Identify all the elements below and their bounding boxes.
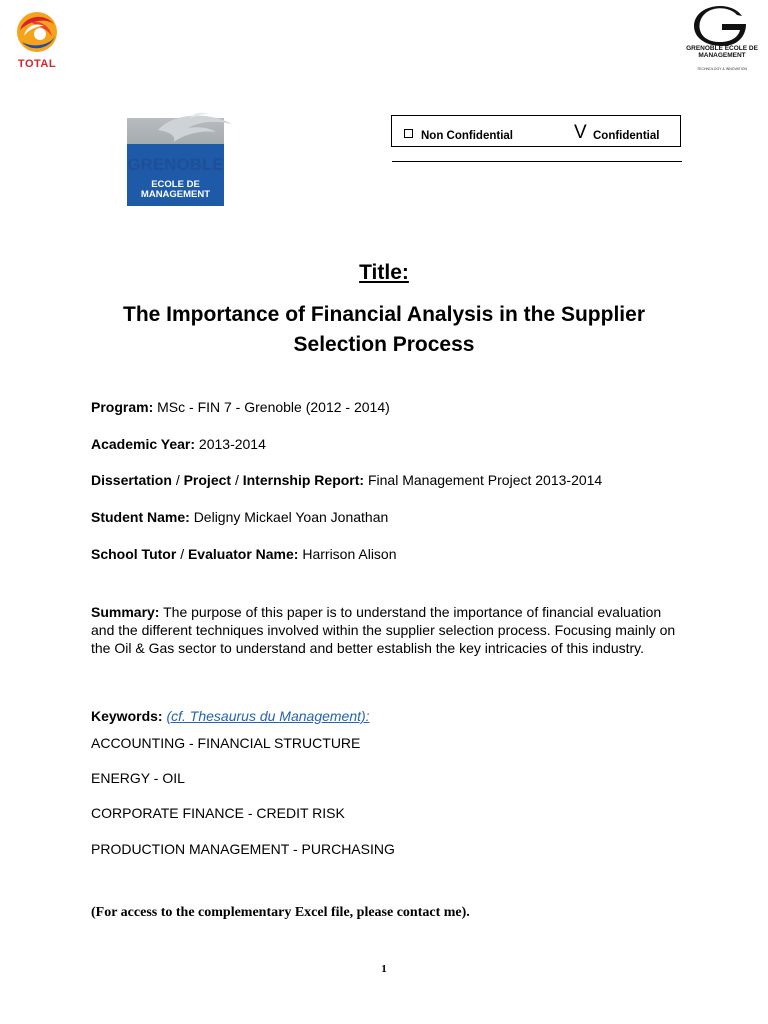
non-confidential-checkbox[interactable]	[404, 129, 413, 138]
separator: /	[234, 472, 239, 488]
gem-small-tagline: TECHNOLOGY & INNOVATION	[697, 67, 747, 71]
keyword-item: CORPORATE FINANCE - CREDIT RISK	[91, 805, 345, 821]
document-title: The Importance of Financial Analysis in the Supplier Selection Process	[123, 303, 645, 356]
non-confidential-label: Non Confidential	[421, 130, 513, 142]
excel-contact-note: (For access to the complementary Excel file, please contact me).	[91, 905, 470, 920]
summary-label: Summary:	[91, 604, 160, 620]
report-label-dissertation: Dissertation	[91, 472, 172, 488]
tutor-value: Harrison Alison	[302, 546, 397, 562]
tutor-label: School Tutor	[91, 546, 177, 562]
report-label-project: Project	[183, 472, 232, 488]
student-name-line	[91, 509, 388, 525]
separator: /	[180, 546, 185, 562]
gem-logo-subtitle: ECOLE DE MANAGEMENT	[140, 179, 211, 200]
page-number: 1	[381, 963, 387, 975]
evaluator-label: Evaluator Name:	[187, 546, 299, 562]
academic-year-label: Academic Year:	[91, 436, 196, 452]
student-name-label: Student Name:	[91, 509, 190, 525]
title-label: Title:	[359, 261, 409, 284]
keyword-item: PRODUCTION MANAGEMENT - PURCHASING	[91, 841, 395, 857]
report-label-internship: Internship Report:	[242, 472, 365, 488]
report-value: Final Management Project 2013-2014	[367, 472, 603, 488]
summary-paragraph	[91, 603, 681, 657]
total-wordmark: TOTAL	[17, 58, 57, 70]
gem-small-wordmark: GRENOBLE ECOLE DE MANAGEMENT	[686, 45, 758, 59]
student-name-value: Deligny Mickael Yoan Jonathan	[193, 509, 389, 525]
gem-logo-wordmark: GRENOBLE	[127, 155, 224, 174]
tutor-line	[91, 546, 397, 562]
confidentiality-rule	[392, 161, 682, 162]
keywords-label: Keywords:	[91, 708, 163, 724]
thesaurus-link[interactable]: (cf. Thesaurus du Management):	[166, 708, 370, 724]
summary-text: The purpose of this paper is to understand the importance of financial evaluation and the different techniques involved within the supplier selection process. Focusing mainly on the Oil & Gas sector to understand and better establish the key intricacies of this industry.	[91, 604, 676, 656]
confidential-check-mark[interactable]: V	[574, 122, 587, 143]
program-label: Program:	[91, 399, 154, 415]
keywords-line	[91, 708, 370, 724]
academic-year-value: 2013-2014	[198, 436, 266, 452]
program-value: MSc - FIN 7 - Grenoble (2012 - 2014)	[157, 399, 390, 415]
report-type-line	[91, 472, 602, 488]
keyword-item: ACCOUNTING - FINANCIAL STRUCTURE	[91, 735, 361, 751]
confidential-label: Confidential	[593, 130, 660, 142]
separator: /	[175, 472, 180, 488]
program-line	[91, 399, 390, 415]
academic-year-line	[91, 436, 266, 452]
keyword-item: ENERGY - OIL	[91, 770, 185, 786]
